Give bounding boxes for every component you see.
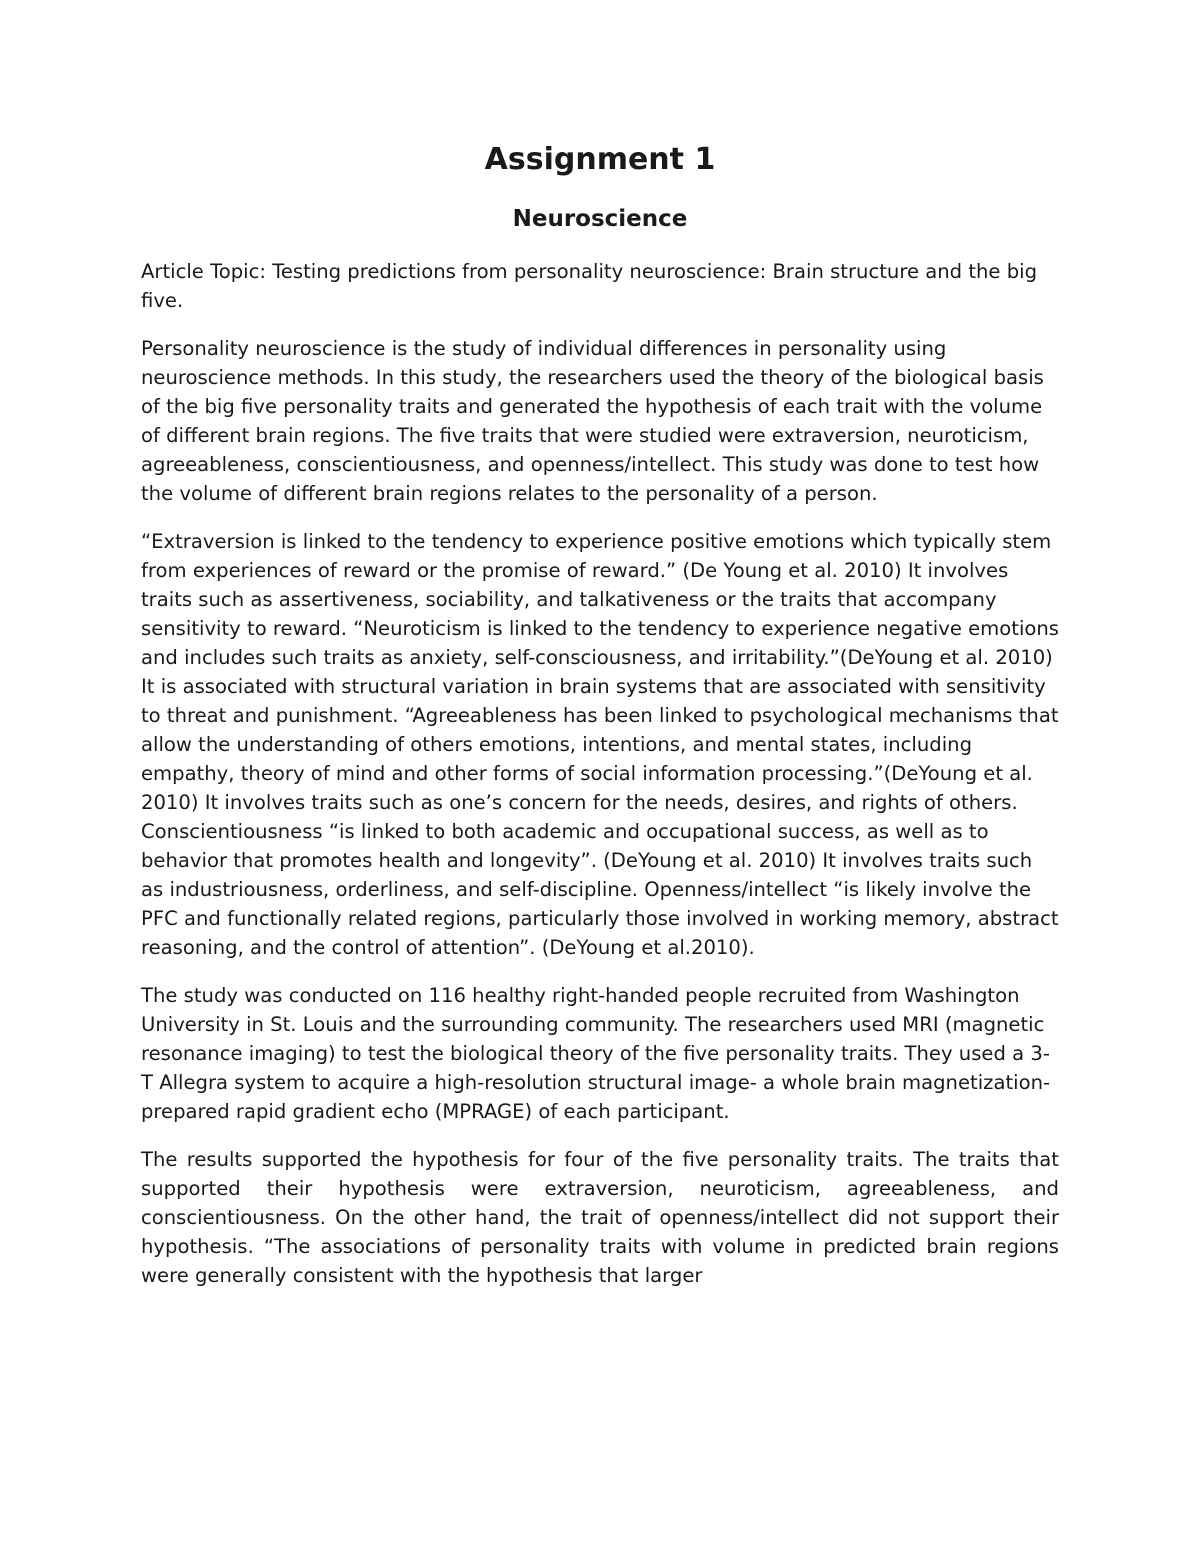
document-title: Assignment 1 (484, 142, 716, 177)
document-subtitle: Neuroscience (512, 206, 688, 232)
document-body (141, 257, 1059, 1309)
results-paragraph: The results supported the hypothesis for four of the five personality traits. The traits that supported their hypothesis were extraversion, neuroticism, agreeableness, and conscientiousness. On the other hand, the trait of openness/intellect did not support their hypothesis. “The associations of personality traits with volume in predicted brain regions were generally consistent with the hypothesis that larger (141, 1148, 1059, 1287)
traits-paragraph: “Extraversion is linked to the tendency to experience positive emotions which typically stem from experiences of reward or the promise of reward.” (De Young et al. 2010) It involves traits such as assertiveness, sociability, and talkativeness or the traits that accompany sensitivity to reward. “Neuroticism is linked to the tendency to experience negative emotions and includes such traits as anxiety, self-consciousness, and irritability.”(DeYoung et al. 2010) It is associated with structural variation in brain systems that are associated with sensitivity to threat and punishment. “Agreeableness has been linked to psychological mechanisms that allow the understanding of others emotions, intentions, and mental states, including empathy, theory of mind and other forms of social information processing.”(DeYoung et al. 2010) It involves traits such as one’s concern for the needs, desires, and rights of others. Conscientiousness “is linked to both academic and occupational success, as well as to behavior that promotes health and longevity”. (DeYoung et al. 2010) It involves traits such as industriousness, orderliness, and self-discipline. Openness/intellect “is likely involve the PFC and functionally related regions, particularly those involved in working memory, abstract reasoning, and the control of attention”. (DeYoung et al.2010). (141, 530, 1059, 959)
article-topic-paragraph: Article Topic: Testing predictions from personality neuroscience: Brain structure and the big five. (141, 260, 1038, 312)
methods-paragraph: The study was conducted on 116 healthy right-handed people recruited from Washington University in St. Louis and the surrounding community. The researchers used MRI (magnetic resonance imaging) to test the biological theory of the five personality traits. They used a 3-T Allegra system to acquire a high-resolution structural image- a whole brain magnetization-prepared rapid gradient echo (MPRAGE) of each participant. (141, 984, 1051, 1123)
intro-paragraph: Personality neuroscience is the study of individual differences in personality using neuroscience methods. In this study, the researchers used the theory of the biological basis of the big five personality traits and generated the hypothesis of each trait with the volume of different brain regions. The five traits that were studied were extraversion, neuroticism, agreeableness, conscientiousness, and openness/intellect. This study was done to test how the volume of different brain regions relates to the personality of a person. (141, 337, 1044, 505)
